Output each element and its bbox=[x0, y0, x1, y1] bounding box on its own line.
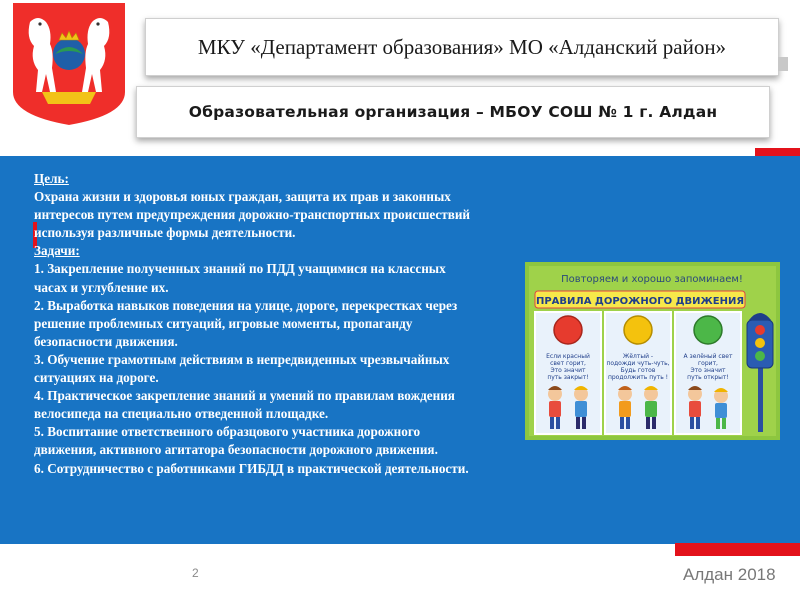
green-light-line: А зелёный свет bbox=[683, 353, 733, 360]
green-light-line: Это значит bbox=[690, 367, 726, 374]
red-light-line: Если красный bbox=[546, 353, 590, 360]
yellow-light-line: Будь готов bbox=[620, 367, 656, 374]
task-item: 5. Воспитание ответственного образцового участника дорожного движения, активного агитатора безопасности дорожного движения. bbox=[34, 424, 438, 458]
red-light-line: путь закрыт! bbox=[547, 374, 589, 381]
red-light-line: свет горит, bbox=[550, 360, 586, 367]
page-title: МКУ «Департамент образования» МО «Алданский район» bbox=[197, 34, 727, 59]
poster-title: ПРАВИЛА ДОРОЖНОГО ДВИЖЕНИЯ bbox=[535, 296, 745, 307]
task-item: 4. Практическое закрепление знаний и умений по правилам вождения велосипеда на специально отведенной площадке. bbox=[34, 388, 455, 422]
green-light-line: горит, bbox=[698, 360, 718, 367]
goal-text: Охрана жизни и здоровья юных граждан, защита их прав и законных интересов путем предупреждения дорожно-транспортных происшествий используя различные формы деятельности. bbox=[34, 189, 471, 241]
header-title-bar bbox=[145, 18, 779, 76]
task-item: 1. Закрепление полученных знаний по ПДД учащимися на классных часах и углубление их. bbox=[34, 261, 446, 295]
task-item: 3. Обучение грамотным действиям в непредвиденных чрезвычайных ситуациях на дороге. bbox=[34, 351, 450, 386]
traffic-rules-poster bbox=[525, 262, 780, 440]
yellow-light-line: продолжить путь ! bbox=[607, 374, 669, 381]
footer-city-year: Алдан 2018 bbox=[683, 565, 776, 584]
subtitle-bar bbox=[136, 86, 770, 138]
coat-of-arms-logo bbox=[10, 0, 128, 128]
red-accent-bottom bbox=[675, 543, 800, 556]
tasks-heading: Задачи: bbox=[34, 243, 80, 259]
page-number: 2 bbox=[192, 566, 199, 580]
page-subtitle: Образовательная организация – МБОУ СОШ № 1 г. Алдан bbox=[188, 103, 718, 121]
header-accent bbox=[778, 57, 788, 71]
yellow-light-line: подожди чуть-чуть, bbox=[606, 360, 670, 367]
yellow-light-line: Жёлтый - bbox=[622, 353, 654, 360]
poster-banner: Повторяем и хорошо запоминаем! bbox=[561, 274, 743, 285]
task-item: 2. Выработка навыков поведения на улице, дороге, перекрестках через решение проблемных ситуаций, игровые моменты, пропаганду безопасности движения. bbox=[34, 297, 458, 349]
goals-text-block bbox=[34, 170, 474, 478]
green-light-line: путь открыт! bbox=[687, 374, 729, 381]
red-light-line: Это значит bbox=[550, 367, 586, 374]
goal-heading: Цель: bbox=[34, 171, 69, 186]
task-item: 6. Сотрудничество с работниками ГИБДД в практической деятельности. bbox=[34, 460, 469, 476]
